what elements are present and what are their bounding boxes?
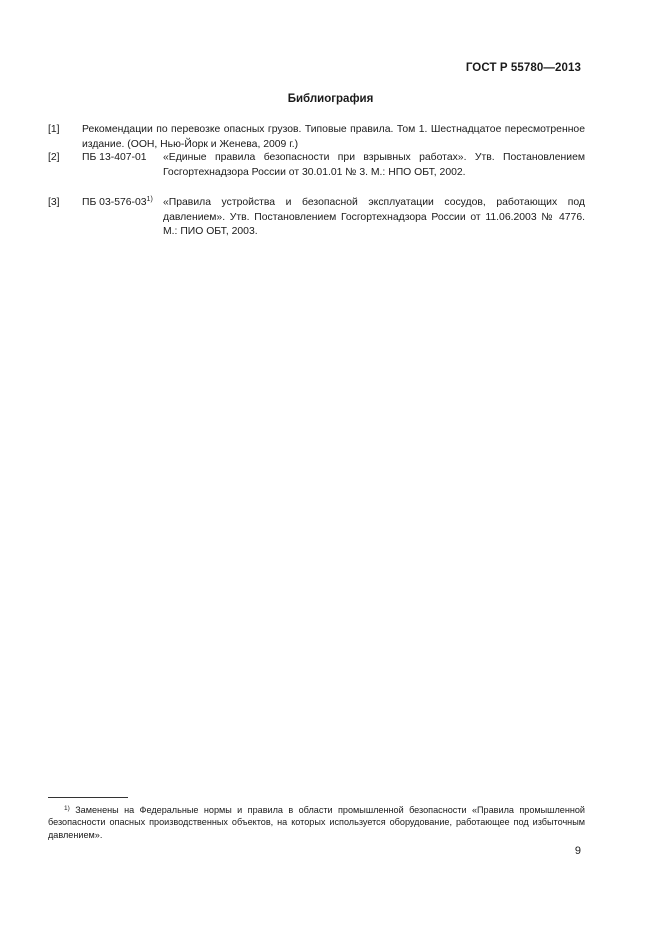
footnote-divider <box>48 797 128 798</box>
entry-number: [3] <box>48 197 60 208</box>
entry-text: «Единые правила безопасности при взрывных работах». Утв. Постановлением Госгортехнадзора России от 30.01.01 № 3. М.: НПО ОБТ, 2002. <box>163 152 585 178</box>
bibliography-entry <box>48 151 585 180</box>
document-id: ГОСТ Р 55780—2013 <box>465 62 581 74</box>
entry-text: Рекомендации по перевозке опасных грузов. Типовые правила. Том 1. Шестнадцатое пересмотренное издание. (ООН, Нью-Йорк и Женева, 2009 г.) <box>82 124 585 150</box>
entry-number: [2] <box>48 152 60 163</box>
entry-number: [1] <box>48 124 60 135</box>
footnote-text: Заменены на Федеральные нормы и правила в области промышленной безопасности «Правила промышленной безопасности опасных производственных объектов, на которых используется оборудование, работающее под избыточным давлением». <box>48 805 586 840</box>
bibliography-entry <box>48 196 585 240</box>
footnote <box>48 804 585 841</box>
entry-text: «Правила устройства и безопасной эксплуатации сосудов, работающих под давлением». Утв. Постановлением Госгортехнадзора России от 11.06.2003 № 4776. М.: ПИО ОБТ, 2003. <box>163 197 585 238</box>
page-number: 9 <box>574 845 581 857</box>
page-title: Библиография <box>287 93 374 105</box>
entry-code-label: ПБ 13-407-01 <box>82 152 147 163</box>
footnote-marker: 1) <box>64 805 70 812</box>
entry-code-label: ПБ 03-576-03 <box>82 197 147 208</box>
footnote-reference: 1) <box>146 196 153 203</box>
entry-code <box>82 196 153 211</box>
entry-code <box>82 151 147 166</box>
bibliography-entry <box>48 123 585 152</box>
